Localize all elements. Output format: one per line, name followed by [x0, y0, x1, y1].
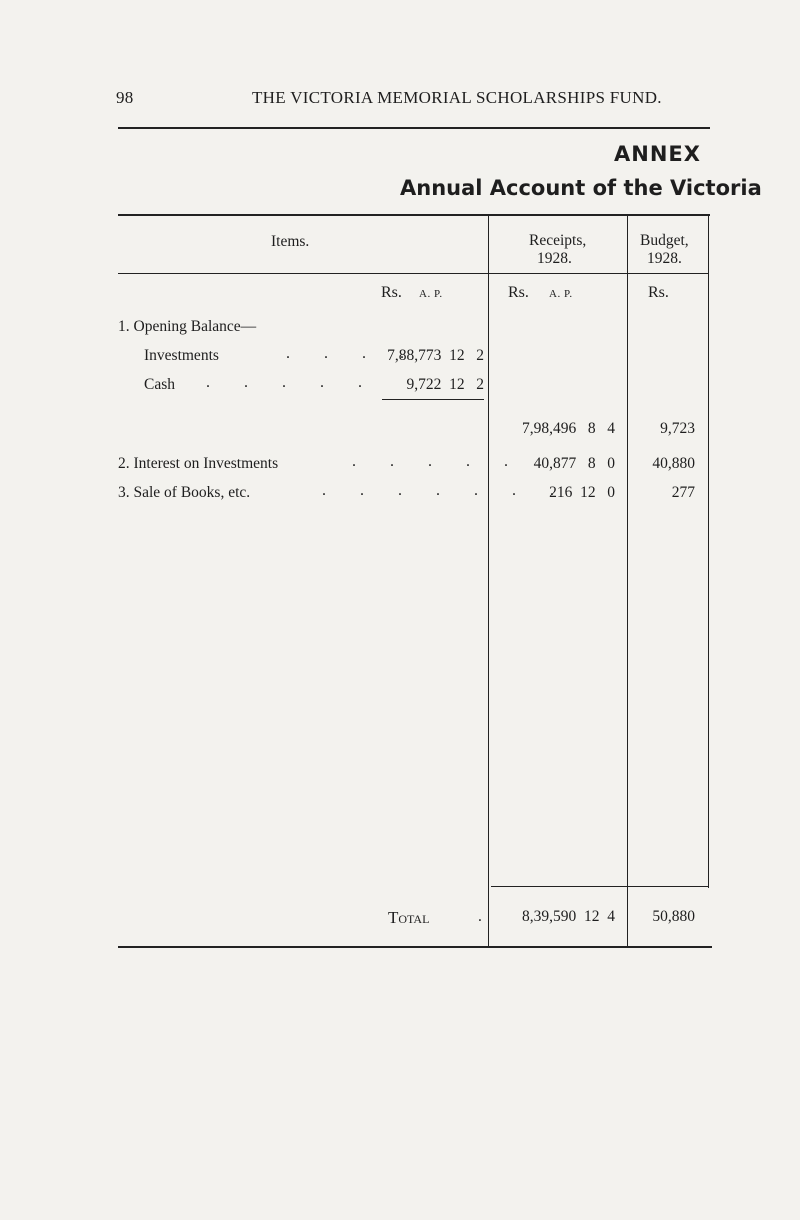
column-divider-3	[708, 214, 709, 888]
column-divider-1	[488, 214, 489, 946]
row-interest-budget: 40,880	[652, 455, 695, 472]
subtotal-rule	[382, 399, 484, 400]
total-label: Total	[388, 908, 430, 927]
row-sale-of-books-leader: . . . . . . .	[322, 482, 569, 499]
unit-sub-ap: A. P.	[419, 288, 443, 300]
account-subtitle: Annual Account of the Victoria	[400, 176, 762, 200]
row-interest-label: 2. Interest on Investments	[118, 455, 279, 472]
column-divider-2	[627, 214, 628, 946]
annex-title: ANNEX	[614, 142, 701, 166]
header-rule	[118, 127, 710, 129]
row-opening-balance-label: 1. Opening Balance—	[118, 318, 257, 335]
row-sale-of-books-receipts: 216 12 0	[549, 484, 615, 501]
page-number: 98	[116, 88, 134, 107]
unit-rec-ap: A. P.	[549, 288, 573, 300]
unit-rec-rs: Rs.	[508, 284, 529, 301]
row-sale-of-books-label: 3. Sale of Books, etc.	[118, 484, 251, 501]
row-cash-label: Cash	[144, 376, 175, 393]
col-header-receipts-year: 1928.	[537, 250, 572, 267]
total-leader: .	[478, 908, 482, 925]
col-header-budget-year: 1928.	[647, 250, 682, 267]
row-opening-balance-budget: 9,723	[660, 420, 695, 437]
row-sale-of-books-budget: 277	[671, 484, 695, 501]
total-rule	[491, 886, 709, 887]
col-header-budget: Budget,	[640, 232, 689, 249]
row-interest-leader: . . . . .	[352, 453, 523, 470]
header-bottom-rule	[118, 273, 708, 274]
row-cash-sub-amount: 9,722 12 2	[406, 376, 484, 393]
row-investments-sub-amount: 7,88,773 12 2	[387, 347, 484, 364]
row-investments-label: Investments	[144, 347, 219, 364]
table-bottom-rule	[118, 946, 712, 948]
running-title: THE VICTORIA MEMORIAL SCHOLARSHIPS FUND.	[252, 88, 662, 107]
col-header-receipts: Receipts,	[529, 232, 587, 249]
row-investments-leader: . . . .	[286, 345, 419, 362]
row-cash-leader: . . . . .	[206, 374, 377, 391]
unit-sub-rs: Rs.	[381, 284, 402, 301]
total-receipts: 8,39,590 12 4	[522, 908, 615, 925]
col-header-items: Items.	[271, 233, 310, 250]
total-budget: 50,880	[652, 908, 695, 925]
row-opening-balance-receipts: 7,98,496 8 4	[522, 420, 615, 437]
table-top-rule	[118, 214, 710, 216]
unit-bud-rs: Rs.	[648, 284, 669, 301]
row-interest-receipts: 40,877 8 0	[533, 455, 615, 472]
